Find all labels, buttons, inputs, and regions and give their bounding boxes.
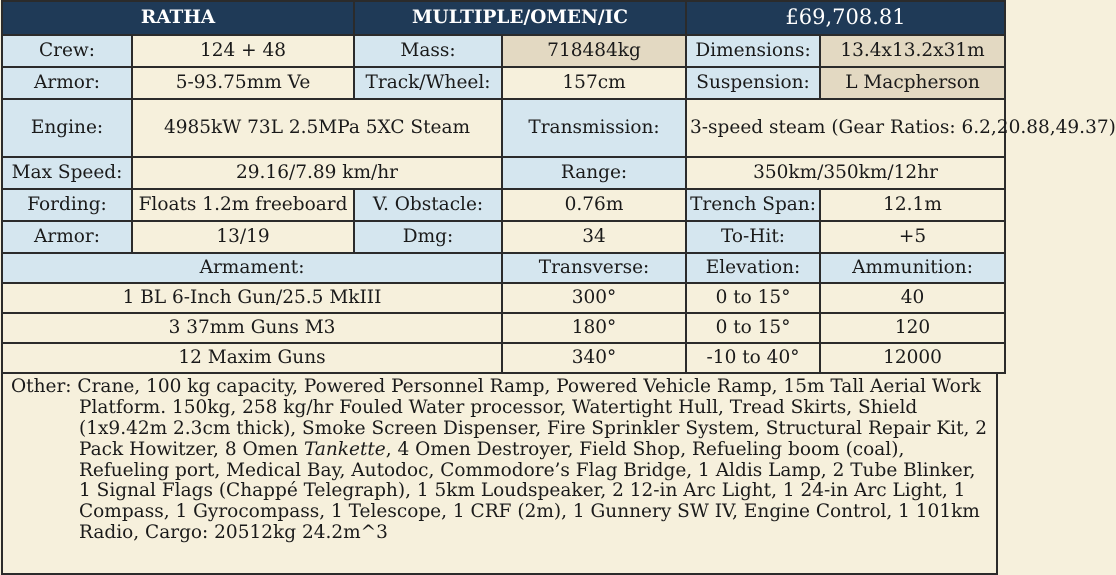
vobstacle-label: V. Obstacle: xyxy=(354,189,502,221)
armor2-label: Armor: xyxy=(2,221,132,253)
stat-row xyxy=(2,157,1005,189)
armament-row xyxy=(2,343,1005,373)
dmg-value: 34 xyxy=(502,221,686,253)
header-row xyxy=(2,1,1005,35)
ammunition-header: Ammunition: xyxy=(820,253,1005,283)
vobstacle-value: 0.76m xyxy=(502,189,686,221)
weapon-transverse: 300° xyxy=(502,283,686,313)
mass-value: 718484kg xyxy=(502,35,686,67)
weapon-transverse: 180° xyxy=(502,313,686,343)
vehicle-name: RATHA xyxy=(2,1,354,35)
other-text-part2: , 4 Omen Destroyer, Field Shop, Refueling boom (coal), Refueling port, Medical Bay, Autodoc, Commodore’s Flag Bridge, 1 Aldis Lamp, 2 Tube Blinker, 1 Signal Flags (Chappé Telegraph), 1 5km Loudspeaker, 2 12-in Arc Light, 1 24-in Arc Light, 1 Compass, 1 Gyrocompass, 1 Telescope, 1 CRF (2m), 1 Gunnery SW IV, Engine Control, 1 101km Radio, Cargo: 20512kg 24.2m^3 xyxy=(79,438,980,544)
weapon-name: 1 BL 6-Inch Gun/25.5 MkIII xyxy=(2,283,502,313)
weapon-name: 3 37mm Guns M3 xyxy=(2,313,502,343)
suspension-label: Suspension: xyxy=(686,67,820,99)
tohit-label: To-Hit: xyxy=(686,221,820,253)
weapon-transverse: 340° xyxy=(502,343,686,373)
stat-row xyxy=(2,221,1005,253)
transverse-header: Transverse: xyxy=(502,253,686,283)
stat-row xyxy=(2,35,1005,67)
transmission-value: 3-speed steam (Gear Ratios: 6.2,20.88,49.37) xyxy=(686,99,1005,157)
suspension-value: L Macpherson xyxy=(820,67,1005,99)
dmg-label: Dmg: xyxy=(354,221,502,253)
vehicle-stat-table xyxy=(1,0,1116,374)
other-text-italic: Tankette xyxy=(303,438,386,460)
engine-value: 4985kW 73L 2.5MPa 5XC Steam xyxy=(132,99,502,157)
trench-label: Trench Span: xyxy=(686,189,820,221)
tohit-value: +5 xyxy=(820,221,1005,253)
weapon-ammunition: 120 xyxy=(820,313,1005,343)
stat-row xyxy=(2,67,1005,99)
engine-label: Engine: xyxy=(2,99,132,157)
range-value: 350km/350km/12hr xyxy=(686,157,1005,189)
weapon-ammunition: 40 xyxy=(820,283,1005,313)
maxspeed-label: Max Speed: xyxy=(2,157,132,189)
stat-row xyxy=(2,99,1005,157)
armament-row xyxy=(2,313,1005,343)
dimensions-label: Dimensions: xyxy=(686,35,820,67)
range-label: Range: xyxy=(502,157,686,189)
mass-label: Mass: xyxy=(354,35,502,67)
track-label: Track/Wheel: xyxy=(354,67,502,99)
armament-header: Armament: xyxy=(2,253,502,283)
track-value: 157cm xyxy=(502,67,686,99)
armor2-value: 13/19 xyxy=(132,221,354,253)
elevation-header: Elevation: xyxy=(686,253,820,283)
armament-header-row xyxy=(2,253,1005,283)
fording-label: Fording: xyxy=(2,189,132,221)
maxspeed-value: 29.16/7.89 km/hr xyxy=(132,157,502,189)
vehicle-price: £69,708.81 xyxy=(686,1,1005,35)
weapon-name: 12 Maxim Guns xyxy=(2,343,502,373)
stat-row xyxy=(2,189,1005,221)
other-equipment xyxy=(1,374,998,575)
weapon-elevation: -10 to 40° xyxy=(686,343,820,373)
vehicle-type: MULTIPLE/OMEN/IC xyxy=(354,1,686,35)
crew-value: 124 + 48 xyxy=(132,35,354,67)
dimensions-value: 13.4x13.2x31m xyxy=(820,35,1005,67)
armament-row xyxy=(2,283,1005,313)
weapon-elevation: 0 to 15° xyxy=(686,313,820,343)
other-text-part1: Other: Crane, 100 kg capacity, Powered Personnel Ramp, Powered Vehicle Ramp, 15m Tall Aerial Work Platform. 150kg, 258 kg/hr Fouled Water processor, Watertight Hull, Tread Skirts, Shield (1x9.42m 2.3cm thick), Smoke Screen Dispenser, Fire Sprinkler System, Structural Repair Kit, 2 Pack Howitzer, 8 Omen xyxy=(11,376,988,460)
fording-value: Floats 1.2m freeboard xyxy=(132,189,354,221)
weapon-elevation: 0 to 15° xyxy=(686,283,820,313)
armor-label: Armor: xyxy=(2,67,132,99)
transmission-label: Transmission: xyxy=(502,99,686,157)
trench-value: 12.1m xyxy=(820,189,1005,221)
weapon-ammunition: 12000 xyxy=(820,343,1005,373)
crew-label: Crew: xyxy=(2,35,132,67)
armor-value: 5-93.75mm Ve xyxy=(132,67,354,99)
